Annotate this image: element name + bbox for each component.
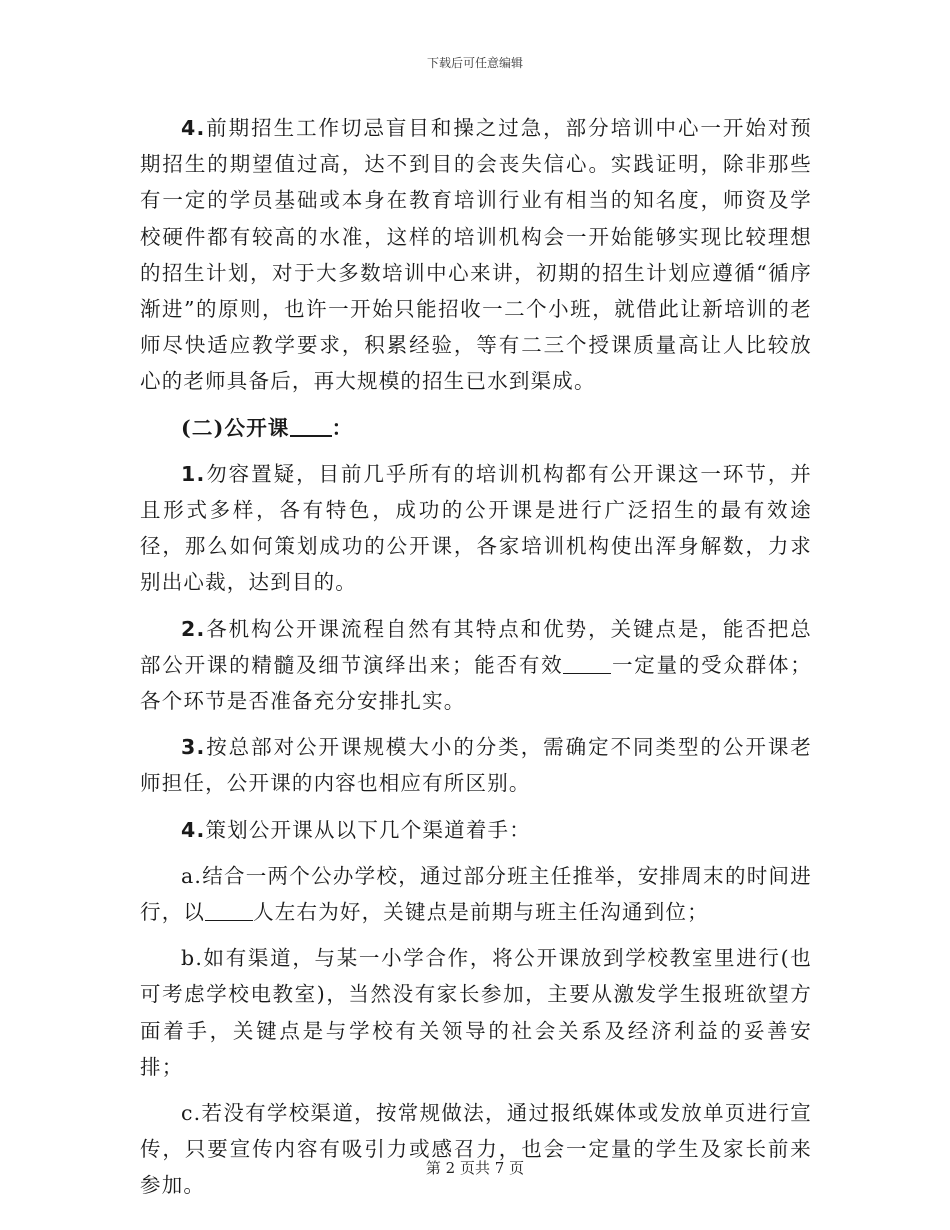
paragraph-text: 按总部对公开课规模大小的分类，需确定不同类型的公开课老师担任，公开课的内容也相应有所区别。 — [140, 735, 812, 796]
paragraph-number: 1. — [181, 461, 206, 486]
paragraph-letter: a. — [181, 863, 203, 888]
paragraph-text-start: 结合一两个公办学校，通过部分班主任推举，安排周末的时间进行，以 — [140, 863, 812, 925]
document-body — [140, 110, 812, 1214]
paragraph-number: 3. — [181, 735, 206, 760]
paragraph-letter: c. — [181, 1101, 202, 1126]
section-heading-open-class — [140, 410, 812, 446]
fill-in-blank — [563, 653, 611, 674]
paragraph-text: 若没有学校渠道，按常规做法，通过报纸媒体或发放单页进行宣传，只要宣传内容有吸引力或感召力，也会一定量的学生及家长前来参加。 — [140, 1101, 812, 1198]
paragraph-text-start: 各机构公开课流程自然有其特点和优势，关键点是，能否把总部公开课的精髓及细节演绎出来；能否有效 — [140, 616, 812, 677]
paragraph-letter: b. — [181, 946, 204, 971]
paragraph-text: 策划公开课从以下几个渠道着手： — [205, 817, 531, 842]
paragraph-3-classification — [140, 729, 812, 801]
paragraph-number: 4. — [181, 116, 206, 140]
header-note: 下载后可任意编辑 — [426, 56, 523, 70]
paragraph-text: 前期招生工作切忌盲目和操之过急，部分培训中心一开始对预期招生的期望值过高，达不到目的会丧失信心。实践证明，除非那些有一定的学员基础或本身在教育培训行业有相当的知名度，师资及学校硬件都有较高的水准，这样的培训机构会一开始能够实现比较理想的招生计划，对于大多数培训中心来讲，初期的招生计划应遵循“循序渐进”的原则，也许一开始只能招收一二个小班，就借此让新培训的老师尽快适应教学要求，积累经验，等有二三个授课质量高让人比较放心的老师具备后，再大规模的招生已水到渠成。 — [140, 116, 812, 394]
paragraph-text: 如有渠道，与某一小学合作，将公开课放到学校教室里进行(也可考虑学校电教室)，当然没有家长参加，主要从激发学生报班欲望方面着手，关键点是与学校有关领导的社会关系及经济利益的妥善安排； — [140, 946, 812, 1079]
paragraph-text-end: 人左右为好，关键点是前期与班主任沟通到位； — [253, 900, 709, 925]
paragraph-a-public-school — [140, 858, 812, 930]
paragraph-number: 2. — [181, 616, 206, 641]
paragraph-4-channels — [140, 812, 812, 848]
paragraph-c-media — [140, 1095, 812, 1204]
fill-in-blank — [205, 900, 253, 921]
paragraph-b-primary-school — [140, 940, 812, 1085]
section-heading-text: (二)公开课 — [181, 415, 290, 440]
paragraph-1-open-class — [140, 456, 812, 601]
page-number: 第 2 页共 7 页 — [425, 1159, 525, 1177]
paragraph-4-enrollment — [140, 110, 812, 400]
section-heading-colon: ： — [331, 415, 354, 440]
paragraph-number: 4. — [181, 817, 206, 842]
fill-in-blank — [290, 415, 332, 437]
paragraph-text: 勿容置疑，目前几乎所有的培训机构都有公开课这一环节，并且形式多样，各有特色，成功的公开课是进行广泛招生的最有效途径，那么如何策划成功的公开课，各家培训机构使出浑身解数，力求别出心裁，达到目的。 — [140, 461, 812, 595]
paragraph-2-process — [140, 611, 812, 720]
paragraph-text-end: 一定量的受众群体；各个环节是否准备充分安排扎实。 — [140, 652, 812, 714]
